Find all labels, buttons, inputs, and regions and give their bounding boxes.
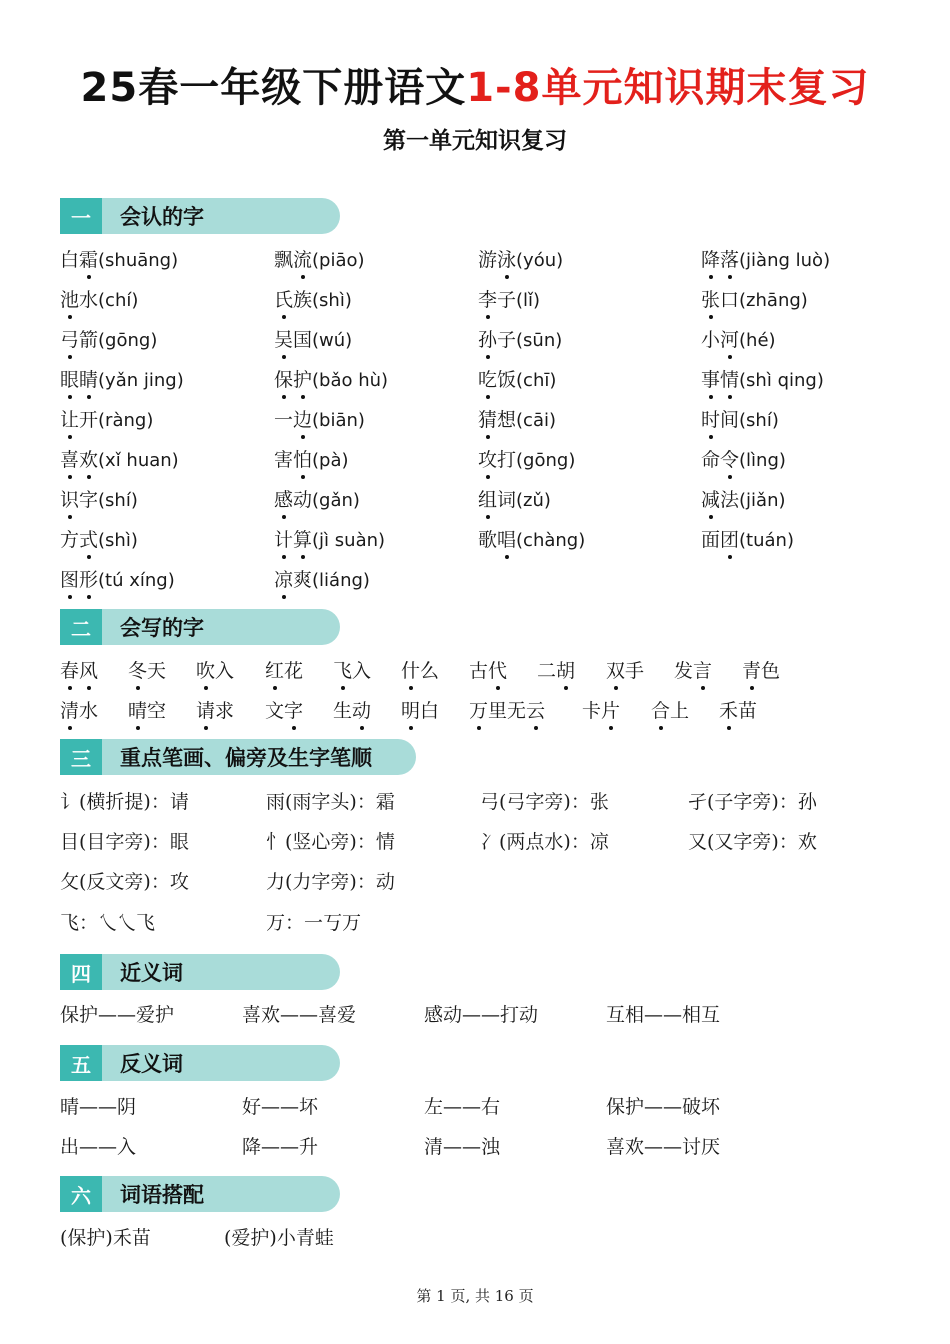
pinyin: (chí): [98, 290, 139, 311]
word-char: 一: [274, 409, 294, 431]
pinyin: (zhāng): [739, 290, 808, 311]
section-title: 会写的字: [120, 616, 204, 640]
radical-item: 讠(横折提)：请: [60, 791, 189, 813]
antonym-item: 出——入: [60, 1136, 137, 1158]
pinyin: (shì): [312, 290, 352, 311]
section-header-6: [60, 1176, 340, 1212]
word-char: 字: [284, 696, 303, 723]
word-char: 图: [60, 565, 79, 592]
write-word: [60, 656, 98, 683]
write-word: [196, 656, 234, 683]
word-char: 代: [488, 656, 507, 683]
vocab-item: [60, 285, 138, 312]
write-word: [128, 696, 166, 723]
section-title: 重点笔画、偏旁及生字笔顺: [120, 746, 372, 770]
collocation-row: [60, 1223, 890, 1253]
vocab-item: [478, 325, 562, 352]
word-char: 万: [469, 696, 488, 723]
write-word: [333, 656, 371, 683]
pinyin: (jiàng luò): [739, 250, 831, 271]
section-header-4: [60, 954, 340, 990]
vocab-item: [60, 485, 138, 512]
word-char: 春: [60, 656, 79, 683]
word-char: 苗: [738, 700, 758, 722]
pinyin: (hé): [739, 330, 776, 351]
word-char: 令: [720, 445, 739, 472]
write-word: [401, 696, 439, 723]
vocab-item: [478, 485, 551, 512]
word-char: 口: [720, 289, 740, 311]
section-number-badge: 三: [60, 739, 102, 775]
synonym-item: 感动——打动: [424, 1004, 539, 1026]
pinyin: (bǎo hù): [312, 370, 389, 391]
vocab-item: [60, 325, 157, 352]
word-char: 吃: [478, 365, 497, 392]
word-char: 片: [601, 696, 620, 723]
vocab-item: [478, 525, 585, 552]
radical-item: 弓(弓字旁)：张: [480, 791, 609, 813]
pinyin: (lǐ): [516, 290, 541, 311]
radical-row: [60, 787, 890, 817]
word-char: 子: [497, 329, 517, 351]
word-char: 时: [701, 405, 720, 432]
write-word: [469, 656, 507, 683]
write-word: [742, 656, 780, 683]
antonym-item: 晴——阴: [60, 1096, 137, 1118]
radical-row: [60, 867, 890, 897]
word-char: 眼: [60, 365, 79, 392]
word-char: 双: [606, 656, 625, 683]
pinyin: (liáng): [312, 570, 370, 591]
pinyin: (piāo): [312, 250, 365, 271]
pinyin: (gōng): [516, 450, 576, 471]
write-row: [60, 656, 890, 686]
vocab-row: [60, 445, 890, 475]
vocab-item: [701, 525, 794, 552]
word-char: 池: [60, 285, 79, 312]
write-row: [60, 696, 890, 726]
word-char: 方: [60, 529, 80, 551]
word-char: 白: [420, 700, 440, 722]
word-char: 喜: [60, 445, 79, 472]
vocab-item: [701, 325, 776, 352]
section-title: 近义词: [120, 961, 183, 985]
vocab-row: [60, 325, 890, 355]
word-char: 动: [352, 696, 371, 723]
radical-item: 攵(反文旁)：攻: [60, 871, 189, 893]
section-header-5: [60, 1045, 340, 1081]
vocab-item: [478, 445, 575, 472]
page-subtitle: 第一单元知识复习: [383, 128, 567, 154]
word-char: 欢: [79, 445, 98, 472]
word-char: 保: [274, 365, 293, 392]
word-char: 卡: [582, 700, 602, 722]
word-char: 减: [701, 485, 720, 512]
pinyin: (chī): [516, 370, 557, 391]
vocab-item: [274, 445, 349, 472]
word-char: 感: [274, 485, 293, 512]
word-char: 词: [497, 489, 517, 511]
section-title: 会认的字: [120, 205, 204, 229]
word-char: 白: [60, 249, 80, 271]
word-char: 水: [79, 289, 99, 311]
pinyin: (yǎn jing): [98, 370, 184, 391]
pinyin: (wú): [312, 330, 353, 351]
vocab-item: [701, 485, 786, 512]
word-char: 流: [293, 245, 312, 272]
section-title: 词语搭配: [120, 1183, 204, 1207]
word-char: 求: [215, 700, 235, 722]
word-char: 色: [761, 660, 781, 682]
title-red-part: 1-8单元知识期末复习: [466, 65, 870, 111]
word-char: 计: [274, 525, 293, 552]
word-char: 水: [79, 700, 99, 722]
word-char: 情: [720, 365, 739, 392]
word-char: 爽: [293, 569, 313, 591]
radical-item: 孑(子字旁)：孙: [688, 791, 817, 813]
antonym-item: 保护——破坏: [606, 1096, 721, 1118]
antonym-item: 好——坏: [242, 1096, 319, 1118]
word-char: 李: [478, 285, 497, 312]
write-word: [537, 656, 575, 683]
radical-item: 目(目字旁)：眼: [60, 831, 189, 853]
pinyin: (shí): [739, 410, 779, 431]
write-word: [128, 656, 166, 683]
word-char: 字: [79, 489, 99, 511]
word-char: 文: [265, 700, 285, 722]
word-char: 什: [401, 656, 420, 683]
word-char: 团: [720, 525, 739, 552]
antonym-row: [60, 1132, 890, 1162]
word-char: 发: [674, 660, 694, 682]
write-word: [606, 656, 644, 683]
word-char: 明: [401, 696, 420, 723]
word-char: 族: [293, 289, 313, 311]
write-word: [265, 656, 303, 683]
word-char: 张: [701, 285, 720, 312]
pinyin: (zǔ): [516, 490, 551, 511]
antonym-item: 清——浊: [424, 1136, 501, 1158]
word-char: 让: [60, 405, 79, 432]
word-char: 猜: [478, 405, 497, 432]
word-char: 识: [60, 485, 79, 512]
write-word: [582, 696, 620, 723]
word-char: 饭: [497, 369, 517, 391]
word-char: 胡: [556, 656, 575, 683]
word-char: 生: [333, 700, 353, 722]
pinyin: (gōng): [98, 330, 158, 351]
vocab-item: [478, 245, 563, 272]
word-char: 边: [293, 405, 312, 432]
pinyin: (ràng): [98, 410, 154, 431]
vocab-item: [274, 485, 360, 512]
word-char: 落: [720, 245, 739, 272]
vocab-row: [60, 245, 890, 275]
radical-item: 力(力字旁)：动: [266, 871, 395, 893]
word-char: 无: [507, 700, 527, 722]
vocab-item: [60, 565, 175, 592]
title-black-part: 25春一年级下册语文: [80, 65, 467, 111]
antonym-item: 左——右: [424, 1096, 501, 1118]
radical-item: 雨(雨字头)：霜: [266, 791, 395, 813]
write-word: [719, 696, 757, 723]
word-char: 法: [720, 489, 740, 511]
vocab-item: [274, 325, 352, 352]
word-char: 红: [265, 656, 284, 683]
word-char: 孙: [478, 325, 497, 352]
word-char: 天: [147, 660, 167, 682]
write-word: [469, 696, 545, 723]
vocab-row: [60, 525, 890, 555]
pinyin: (shì qing): [739, 370, 824, 391]
word-char: 降: [701, 245, 720, 272]
word-char: 古: [469, 660, 489, 682]
word-char: 间: [720, 409, 740, 431]
vocab-row: [60, 405, 890, 435]
word-char: 面: [701, 529, 721, 551]
word-char: 里: [488, 700, 508, 722]
word-char: 河: [720, 325, 739, 352]
pinyin: (tuán): [739, 530, 794, 551]
section-number-badge: 二: [60, 609, 102, 645]
vocab-row: [60, 365, 890, 395]
synonym-item: 保护——爱护: [60, 1004, 175, 1026]
word-char: 飘: [274, 249, 294, 271]
radical-item: 万：一丂万: [266, 912, 362, 934]
write-word: [265, 696, 303, 723]
section-header-2: [60, 609, 340, 645]
vocab-row: [60, 485, 890, 515]
pinyin: (jiǎn): [739, 490, 786, 511]
section-title: 反义词: [120, 1052, 183, 1076]
vocab-item: [60, 405, 153, 432]
word-char: 二: [537, 660, 557, 682]
vocab-item: [60, 445, 179, 472]
pinyin: (gǎn): [312, 490, 360, 511]
pinyin: (tú xíng): [98, 570, 175, 591]
write-word: [674, 656, 712, 683]
section-number-badge: 一: [60, 198, 102, 234]
word-char: 云: [526, 696, 545, 723]
write-word: [333, 696, 371, 723]
word-char: 么: [420, 660, 440, 682]
vocab-item: [701, 445, 786, 472]
vocab-item: [478, 365, 556, 392]
word-char: 打: [497, 449, 517, 471]
vocab-item: [478, 285, 540, 312]
pinyin: (jì suàn): [312, 530, 386, 551]
pinyin: (yóu): [516, 250, 564, 271]
radical-item: 又(又字旁)：欢: [688, 831, 817, 853]
word-char: 害: [274, 449, 294, 471]
word-char: 动: [293, 489, 313, 511]
pinyin: (lìng): [739, 450, 786, 471]
radical-item: 冫(两点水)：凉: [480, 831, 609, 853]
write-word: [60, 696, 98, 723]
word-char: 游: [478, 249, 498, 271]
synonym-item: 喜欢——喜爱: [242, 1004, 357, 1026]
synonym-item: 互相——相互: [606, 1004, 721, 1026]
word-char: 花: [284, 660, 304, 682]
word-char: 合: [651, 696, 670, 723]
antonym-item: 喜欢——讨厌: [606, 1136, 721, 1158]
word-char: 请: [196, 696, 215, 723]
word-char: 唱: [497, 525, 516, 552]
pinyin: (biān): [312, 410, 365, 431]
vocab-item: [701, 405, 779, 432]
vocab-row: [60, 565, 890, 595]
word-char: 睛: [79, 365, 98, 392]
word-char: 国: [293, 329, 313, 351]
section-number-badge: 六: [60, 1176, 102, 1212]
word-char: 吴: [274, 325, 293, 352]
word-char: 式: [79, 525, 98, 552]
word-char: 想: [497, 409, 517, 431]
vocab-item: [60, 245, 178, 272]
word-char: 组: [478, 485, 497, 512]
word-char: 事: [701, 365, 720, 392]
vocab-item: [701, 285, 808, 312]
pinyin: (shì): [98, 530, 138, 551]
page-footer: 第 1 页, 共 16 页: [416, 1287, 534, 1305]
vocab-item: [701, 365, 824, 392]
word-char: 禾: [719, 696, 738, 723]
word-char: 箭: [79, 329, 99, 351]
vocab-item: [60, 365, 184, 392]
section-number-badge: 五: [60, 1045, 102, 1081]
word-char: 凉: [274, 565, 293, 592]
pinyin: (xǐ huan): [98, 450, 179, 471]
word-char: 青: [742, 656, 761, 683]
word-char: 子: [497, 289, 517, 311]
word-char: 风: [79, 656, 98, 683]
pinyin: (pà): [312, 450, 349, 471]
section-number-badge: 四: [60, 954, 102, 990]
word-char: 晴: [128, 696, 147, 723]
word-char: 吹: [196, 656, 215, 683]
word-char: 空: [147, 700, 167, 722]
pinyin: (cāi): [516, 410, 557, 431]
vocab-item: [478, 405, 556, 432]
vocab-item: [60, 525, 138, 552]
vocab-item: [274, 525, 385, 552]
vocab-item: [274, 365, 388, 392]
word-char: 氏: [274, 285, 293, 312]
word-char: 言: [693, 656, 712, 683]
word-char: 形: [79, 565, 98, 592]
page-title: [0, 56, 950, 113]
word-char: 小: [701, 329, 721, 351]
word-char: 手: [625, 660, 645, 682]
pinyin: (shuāng): [98, 250, 179, 271]
word-char: 弓: [60, 325, 79, 352]
word-char: 歌: [478, 529, 498, 551]
word-char: 怕: [293, 445, 312, 472]
word-char: 开: [79, 409, 99, 431]
word-char: 霜: [79, 245, 98, 272]
word-char: 泳: [497, 245, 516, 272]
pinyin: (sūn): [516, 330, 563, 351]
word-char: 入: [352, 660, 372, 682]
pinyin: (shí): [98, 490, 138, 511]
synonym-row: [60, 1000, 890, 1030]
word-char: 清: [60, 696, 79, 723]
vocab-item: [274, 405, 365, 432]
radical-row: [60, 827, 890, 857]
radical-row: [60, 908, 890, 938]
word-char: 入: [215, 660, 235, 682]
vocab-item: [701, 245, 830, 272]
section-header-1: [60, 198, 340, 234]
collocation-item: (爱护)小青蛙: [224, 1227, 334, 1249]
word-char: 算: [293, 525, 312, 552]
write-word: [401, 656, 439, 683]
vocab-item: [274, 285, 352, 312]
collocation-item: (保护)禾苗: [60, 1227, 151, 1249]
word-char: 上: [670, 700, 690, 722]
vocab-item: [274, 565, 370, 592]
write-word: [196, 696, 234, 723]
radical-item: 忄(竖心旁)：情: [266, 831, 395, 853]
radical-item: 飞：乀乀飞: [60, 912, 156, 934]
antonym-row: [60, 1092, 890, 1122]
vocab-item: [274, 245, 365, 272]
word-char: 冬: [128, 656, 147, 683]
antonym-item: 降——升: [242, 1136, 319, 1158]
vocab-row: [60, 285, 890, 315]
word-char: 护: [293, 365, 312, 392]
word-char: 命: [701, 449, 721, 471]
word-char: 飞: [333, 656, 352, 683]
pinyin: (chàng): [516, 530, 586, 551]
write-word: [651, 696, 689, 723]
word-char: 攻: [478, 445, 497, 472]
section-header-3: [60, 739, 416, 775]
